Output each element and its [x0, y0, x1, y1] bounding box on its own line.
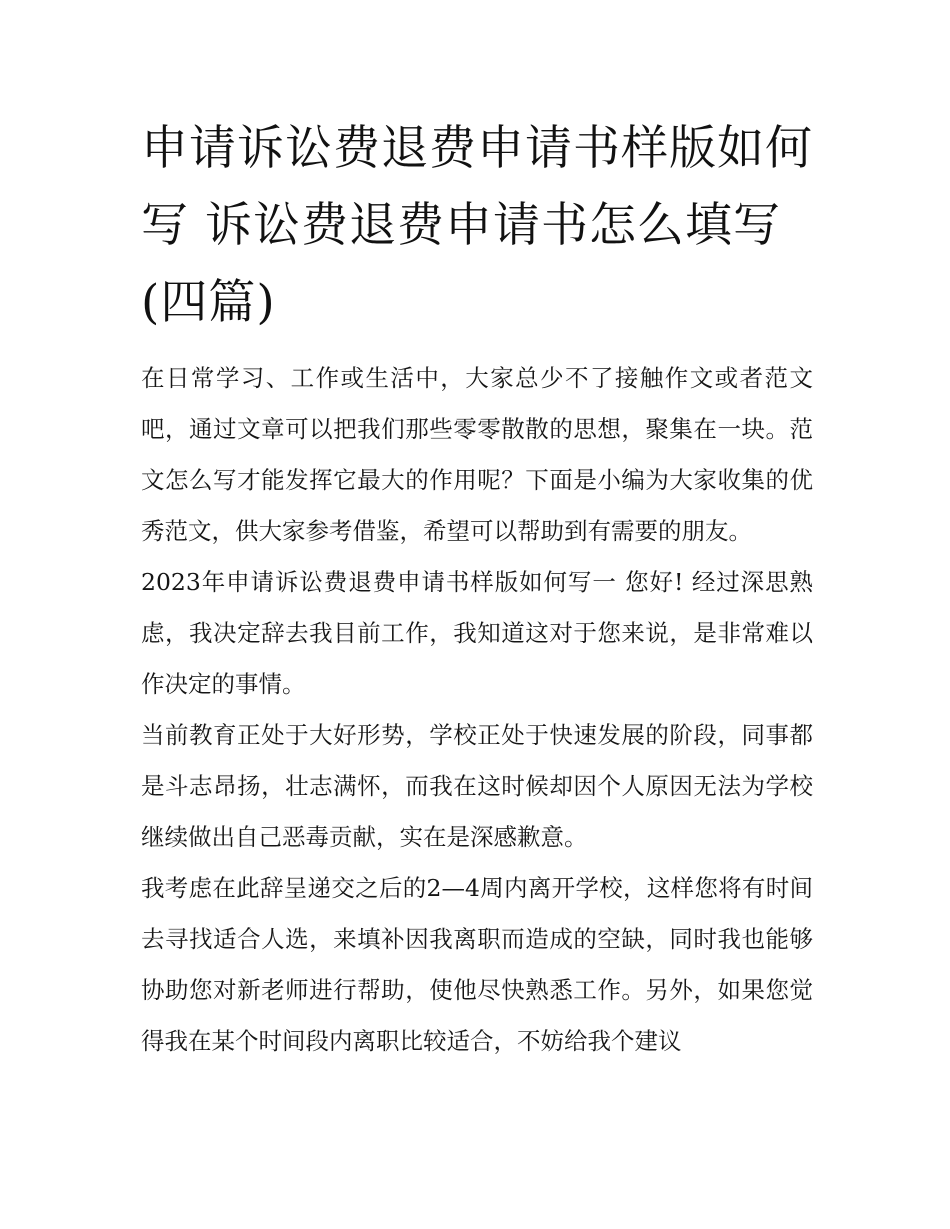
paragraph-reason: 当前教育正处于大好形势，学校正处于快速发展的阶段，同事都是斗志昂扬，壮志满怀，而我在这时候却因个人原因无法为学校继续做出自己恶毒贡献，实在是深感歉意。 — [141, 721, 813, 851]
paragraph-timeline: 我考虑在此辞呈递交之后的2—4周内离开学校，这样您将有时间去寻找适合人选，来填补因我离职而造成的空缺，同时我也能够协助您对新老师进行帮助，使他尽快熟悉工作。另外，如果您觉得我在某个时间段内离职比较适合，不妨给我个建议 — [141, 874, 813, 1055]
document-title: 申请诉讼费退费申请书样版如何写 诉讼费退费申请书怎么填写(四篇) — [141, 121, 813, 330]
document-content — [141, 110, 813, 1067]
document-body — [141, 353, 813, 1067]
paragraph-opening: 2023年申请诉讼费退费申请书样版如何写一 您好! 经过深思熟虑，我决定辞去我目前工作，我知道这对于您来说，是非常难以作决定的事情。 — [141, 568, 813, 698]
paragraph-intro: 在日常学习、工作或生活中，大家总少不了接触作文或者范文吧，通过文章可以把我们那些零零散散的思想，聚集在一块。范文怎么写才能发挥它最大的作用呢？下面是小编为大家收集的优秀范文，供大家参考借鉴，希望可以帮助到有需要的朋友。 — [141, 364, 813, 545]
